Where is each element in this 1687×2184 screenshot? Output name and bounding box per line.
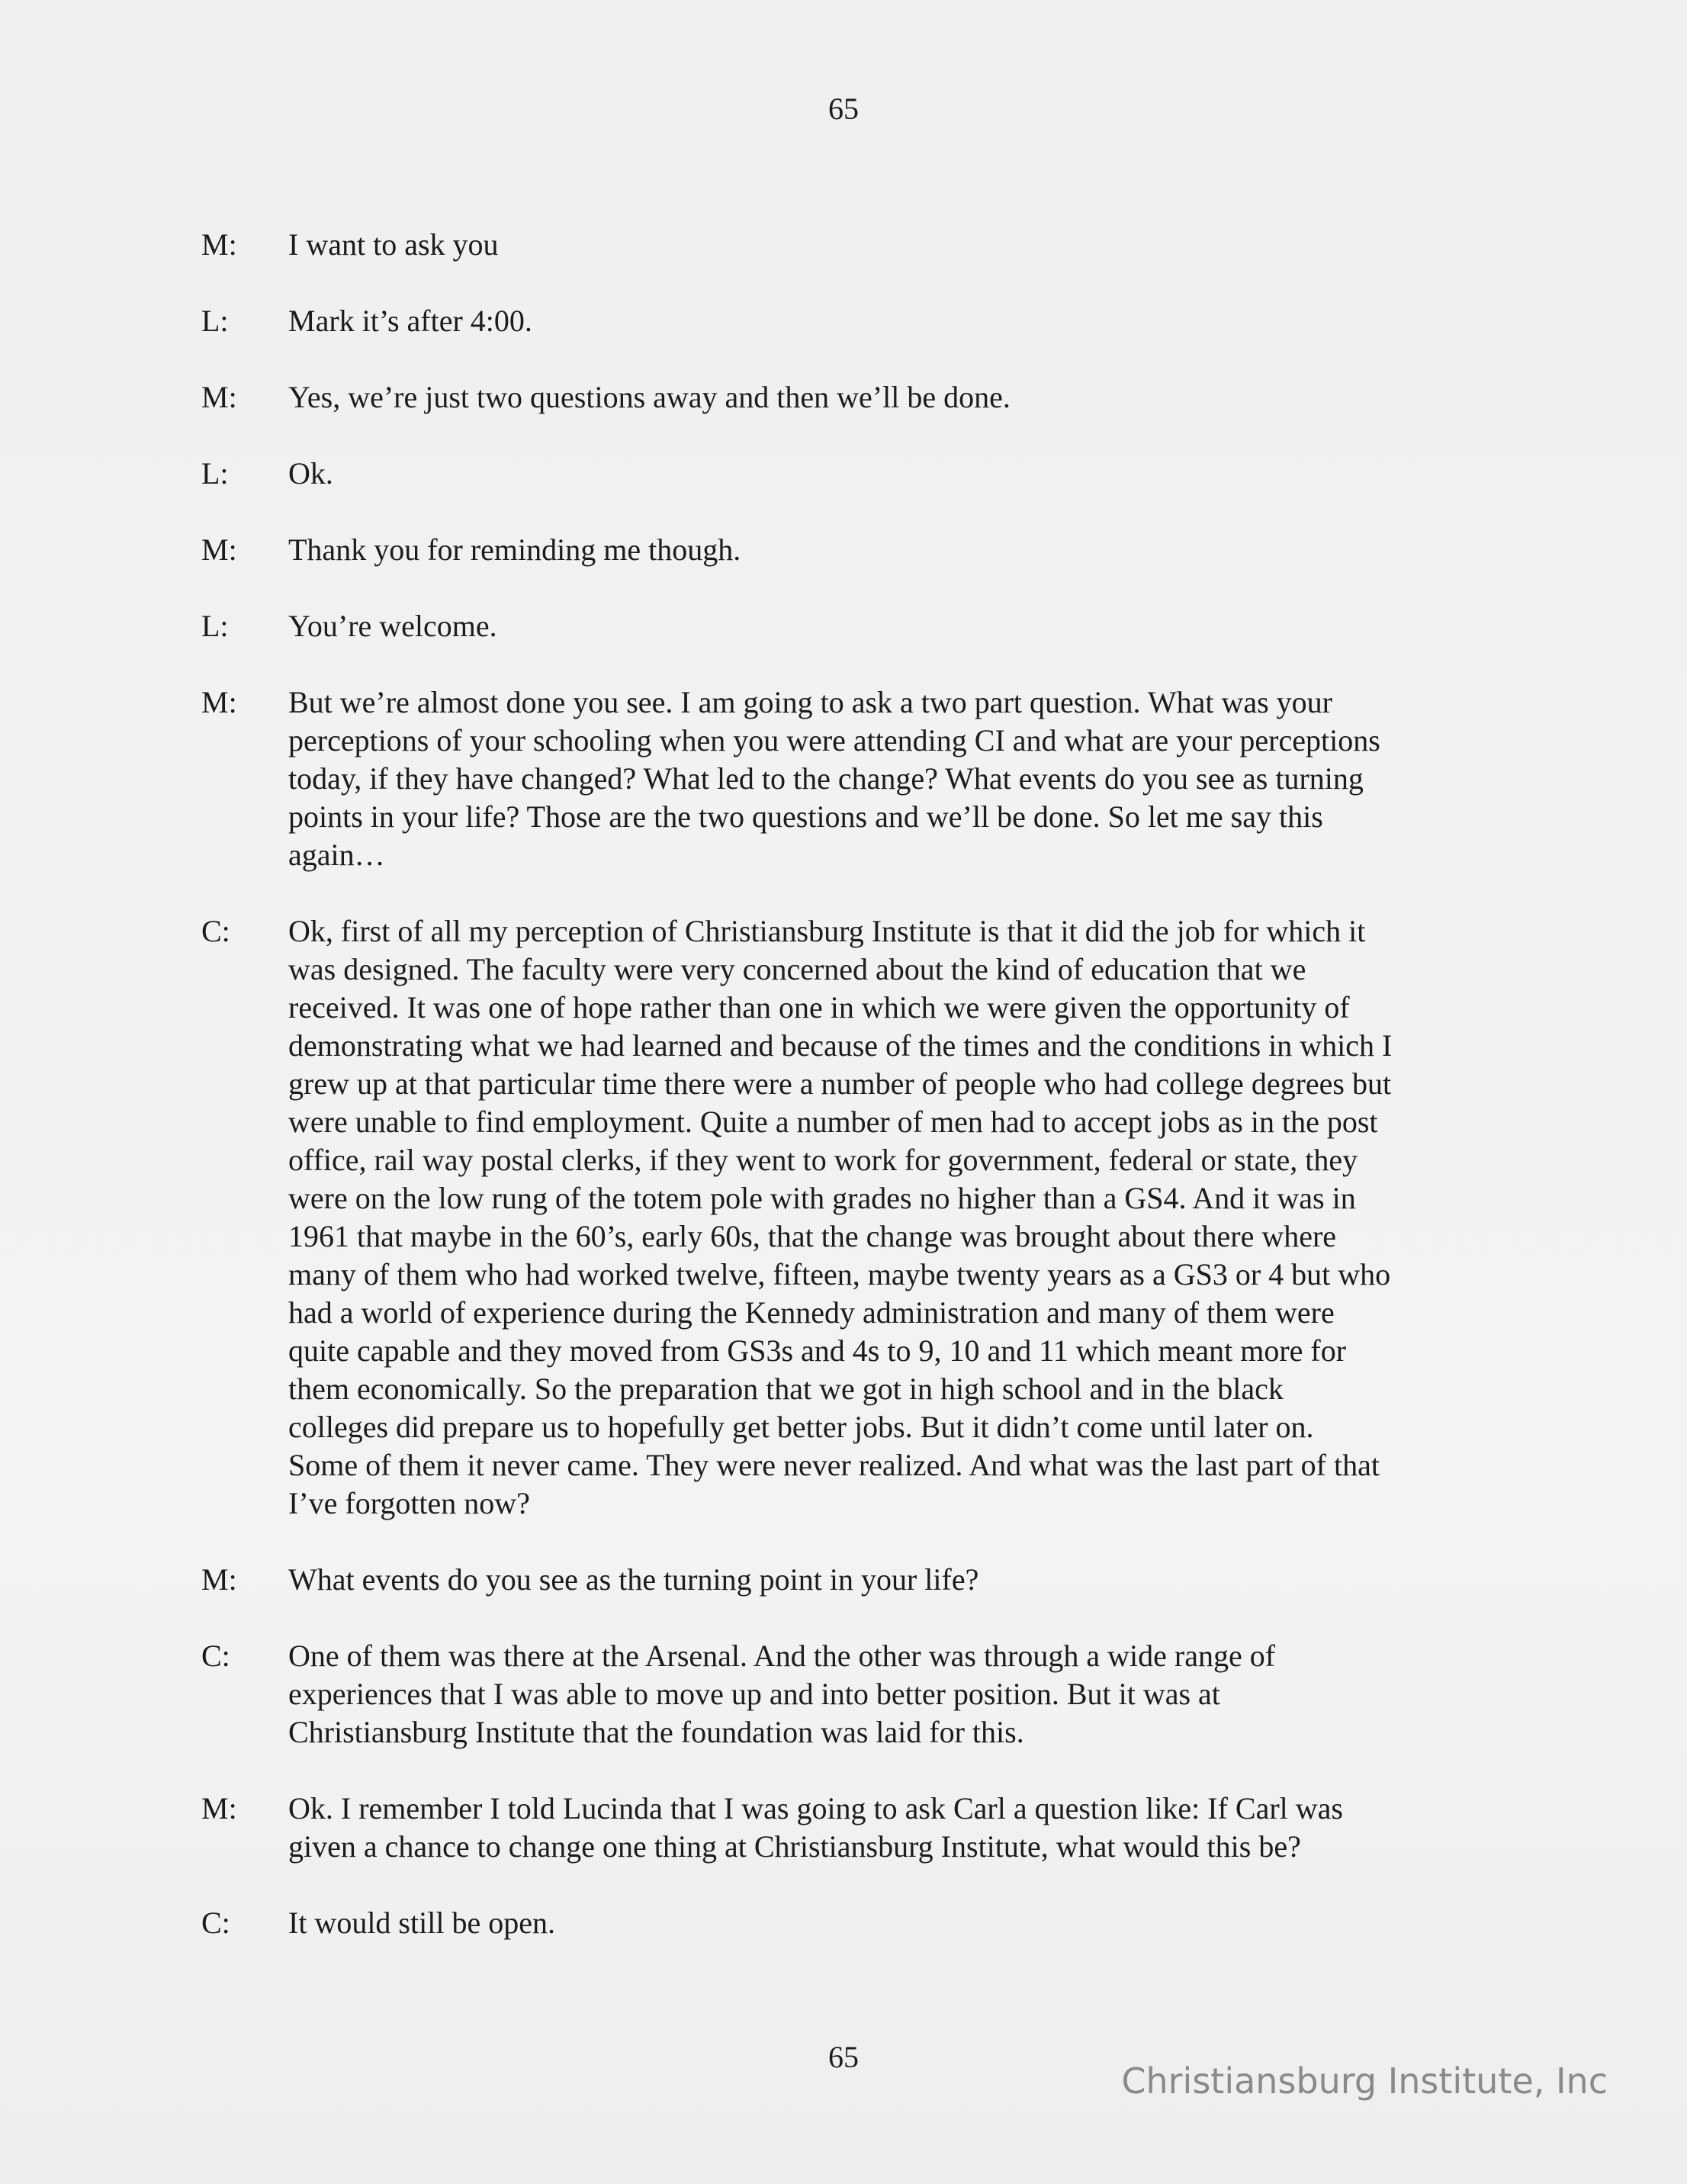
utterance-text: But we’re almost done you see. I am going to ask a two part question. What was your perceptions of your schooling when you were attending CI and what are your perceptions today, if they have changed? What led to the change? What events do you see as turning points in your life? Those are the two questions and we’ll be done. So let me say this again… [288,685,1380,872]
speaker-label: C: [201,1906,230,1940]
speaker-label: L: [201,456,229,491]
utterance-text: Mark it’s after 4:00. [288,304,532,338]
utterance-text: One of them was there at the Arsenal. And the other was through a wide range of experiences that I was able to move up and into better position. But it was at Christiansburg Institute that the foundation was laid for this. [288,1639,1276,1749]
speaker-label: M: [201,532,237,567]
transcript-entry [0,1904,1687,1942]
speaker-label: C: [201,914,230,948]
speaker-label: M: [201,380,237,414]
transcript-entry [0,684,1687,874]
utterance-text: Yes, we’re just two questions away and then we’ll be done. [288,380,1011,414]
utterance-text: Thank you for reminding me though. [288,532,741,567]
utterance-text: You’re welcome. [288,609,497,643]
transcript-entry [0,378,1687,417]
transcript-entry [0,1790,1687,1866]
transcript-entry [0,1561,1687,1599]
utterance-text: I want to ask you [288,227,499,262]
transcript-entry [0,302,1687,340]
transcript-entry [0,607,1687,645]
utterance-text: Ok, first of all my perception of Christiansburg Institute is that it did the job for which it was designed. The faculty were very concerned about the kind of education that we received. It was one of hope rather than one in which we were given the opportunity of demonstrating what we had learned and because of the times and the conditions in which I grew up at that particular time there were a number of people who had college degrees but were unable to find employment. Quite a number of men had to accept jobs as in the post office, rail way postal clerks, if they went to work for government, federal or state, they were on the low rung of the totem pole with grades no higher than a GS4. And it was in 1961 that maybe in the 60’s, early 60s, that the change was brought about there where many of them who had worked twelve, fifteen, maybe twenty years as a GS3 or 4 but who had a world of experience during the Kennedy administration and many of them were quite capable and they moved from GS3s and 4s to 9, 10 and 11 which meant more for them economically. So the preparation that we got in high school and in the black colleges did prepare us to hopefully get better jobs. But it didn’t come until later on. Some of them it never came. They were never realized. And what was the last part of that I’ve forgotten now? [288,914,1393,1520]
transcript-entry [0,912,1687,1523]
speaker-label: L: [201,304,229,338]
speaker-label: C: [201,1639,230,1673]
transcript-entry [0,455,1687,493]
speaker-label: M: [201,1562,237,1597]
watermark: Christiansburg Institute, Inc [1121,2060,1608,2102]
speaker-label: M: [201,227,237,262]
transcript-entry [0,1637,1687,1751]
speaker-label: L: [201,609,229,643]
speaker-label: M: [201,1791,237,1825]
utterance-text: It would still be open. [288,1906,555,1940]
speaker-label: M: [201,685,237,719]
utterance-text: Ok. I remember I told Lucinda that I was going to ask Carl a question like: If Carl was given a chance to change one thing at Christiansburg Institute, what would this be? [288,1791,1343,1864]
transcript [0,226,1687,1980]
transcript-entry [0,226,1687,264]
transcript-entry [0,531,1687,569]
utterance-text: What events do you see as the turning point in your life? [288,1562,979,1597]
utterance-text: Ok. [288,456,333,491]
page-number-top: 65 [828,92,859,126]
page-number-bottom: 65 [828,2040,859,2074]
